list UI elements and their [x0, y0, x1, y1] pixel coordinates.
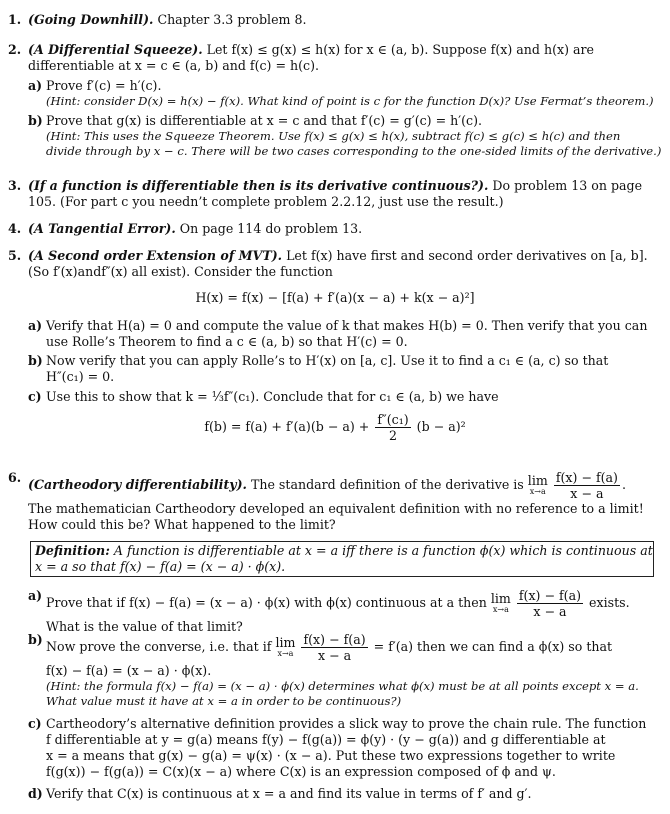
fraction-denominator: 2	[389, 428, 398, 443]
definition-term: Definition:	[35, 543, 110, 558]
part-label: c)	[28, 389, 42, 404]
problem-title: (Going Downhill).	[28, 12, 154, 27]
problem-text: How could this be? What happened to the limit?	[28, 517, 336, 532]
part-text: Prove f′(c) = h′(c).	[46, 78, 162, 93]
part-text: Prove that if f(x) − f(a) = (x − a) · ϕ(x) with ϕ(x) continuous at a then	[46, 595, 487, 610]
part-text: H″(c₁) = 0.	[46, 369, 115, 384]
fraction: $\frac{f(x) - f(a)}{x - a}$	[518, 588, 582, 619]
part-label: a)	[28, 588, 43, 603]
part-text: Verify that C(x) is continuous at x = a and find its value in terms of f′ and g′.	[46, 786, 532, 801]
hint-text: (Hint: This uses the Squeeze Theorem. Use f(x) ≤ g(x) ≤ h(x), subtract f(c) ≤ g(c) ≤ h(c) and then	[46, 129, 621, 143]
problem-2	[8, 42, 662, 74]
problem-text: Let f(x) ≤ g(x) ≤ h(x) for x ∈ (a, b). Suppose f(x) and h(x) are	[206, 42, 594, 57]
problem-number: 5.	[8, 248, 22, 263]
problem-number: 3.	[8, 178, 22, 193]
problem-text: The mathematician Cartheodory developed an equivalent definition with no reference to a limit!	[28, 501, 644, 516]
problem-number: 6.	[8, 470, 22, 485]
limit-operator: lim x→a	[527, 473, 548, 496]
part-label: b)	[28, 632, 43, 647]
part-text: Verify that H(a) = 0 and compute the value of k that makes H(b) = 0. Then verify that you can	[46, 318, 648, 333]
problem-text: Let f(x) have first and second order derivatives on [a, b].	[286, 248, 648, 263]
problem-3	[8, 178, 662, 210]
part-text: Prove that g(x) is differentiable at x = c and that f′(c) = g′(c) = h′(c).	[46, 113, 482, 128]
limit-operator: lim x→a	[275, 635, 296, 658]
part-5b	[28, 353, 662, 385]
problem-title: (A Differential Squeeze).	[28, 42, 203, 57]
definition-text: A function is differentiable at x = a iff there is a function ϕ(x) which is continuous at	[113, 543, 653, 558]
problem-number: 2.	[8, 42, 22, 57]
hint-text: (Hint: consider D(x) = h(x) − f(x). What kind of point is c for the function D(x)? Use Fermat’s theorem.)	[46, 94, 654, 108]
part-text: Now prove the converse, i.e. that if	[46, 639, 272, 654]
hint-text: divide through by x − c. There will be two cases corresponding to the one-sided limits of the derivative.)	[46, 144, 662, 158]
part-6a	[28, 588, 662, 635]
problem-title: (A Tangential Error).	[28, 221, 176, 236]
part-2b	[28, 113, 662, 159]
part-label: b)	[28, 113, 43, 128]
fraction-numerator: f″(c₁)	[377, 412, 409, 427]
problem-6: 6. (Cartheodory differentiability). The standard definition of the derivative is lim x→a $\frac{f(x) - f(a)}{x - a}$ . The mathematician Cartheodory developed an equivalent definition with no reference to a limit! How could this be? What happened to the limit?	[8, 470, 662, 533]
part-6d	[28, 786, 662, 802]
hint-text: What value must it have at x = a in order to be continuous?)	[46, 694, 402, 708]
display-equation	[0, 412, 670, 443]
part-6b	[28, 632, 662, 709]
part-label: d)	[28, 786, 43, 801]
fraction	[375, 412, 410, 443]
part-label: a)	[28, 78, 43, 93]
limit-operator: lim x→a	[490, 591, 511, 614]
problem-text: Do problem 13 on page	[492, 178, 643, 193]
problem-number: 1.	[8, 12, 22, 27]
problem-text: On page 114 do problem 13.	[179, 221, 363, 236]
problem-text: differentiable at x = c ∈ (a, b) and f(c) = h(c).	[28, 58, 320, 73]
problem-1	[8, 12, 662, 28]
part-5a	[28, 318, 662, 350]
part-text: = f′(a) then we can find a ϕ(x) so that	[373, 639, 613, 654]
part-text: use Rolle’s Theorem to find a c ∈ (a, b) so that H′(c) = 0.	[46, 334, 408, 349]
hint-text: (Hint: the formula f(x) − f(a) = (x − a) · ϕ(x) determines what ϕ(x) must be at all points except x = a.	[46, 679, 639, 693]
part-text: f(g(x)) − f(g(a)) = C(x)(x − a) where C(x) is an expression composed of ϕ and ψ.	[46, 764, 556, 779]
part-2a	[28, 78, 662, 109]
part-text: f(x) − f(a) = (x − a) · ϕ(x).	[46, 663, 212, 678]
part-6c	[28, 716, 662, 780]
part-label: a)	[28, 318, 43, 333]
problem-text: Chapter 3.3 problem 8.	[157, 12, 307, 27]
problem-4	[8, 221, 662, 237]
problem-title: (A Second order Extension of MVT).	[28, 248, 283, 263]
definition-text: x = a so that f(x) − f(a) = (x − a) · ϕ(x).	[35, 559, 286, 574]
part-label: b)	[28, 353, 43, 368]
problem-title: (Cartheodory differentiability).	[28, 477, 247, 492]
part-text: exists.	[589, 595, 630, 610]
part-text: Cartheodory’s alternative definition provides a slick way to prove the chain rule. The function	[46, 716, 647, 731]
problem-text: The standard definition of the derivative is	[250, 477, 524, 492]
problem-text: 105. (For part c you needn’t complete problem 2.2.12, just use the result.)	[28, 194, 504, 209]
definition-box	[30, 541, 654, 577]
fraction: $\frac{f(x) - f(a)}{x - a}$	[555, 470, 618, 501]
fraction: $\frac{f(x) - f(a)}{x - a}$	[303, 632, 366, 663]
display-equation: H(x) = f(x) − [f(a) + f′(a)(x − a) + k(x − a)²]	[195, 290, 475, 305]
problem-number: 4.	[8, 221, 22, 236]
part-text: What is the value of that limit?	[46, 619, 243, 634]
part-text: x = a means that g(x) − g(a) = ψ(x) · (x − a). Put these two expressions together to write	[46, 748, 616, 763]
equation-rhs: (b − a)²	[416, 419, 466, 434]
equation-lhs: f(b) = f(a) + f′(a)(b − a) +	[204, 419, 370, 434]
part-text: f differentiable at y = g(a) means f(y) − f(g(a)) = ϕ(y) · (y − g(a)) and g differentiable at	[46, 732, 606, 747]
problem-title: (If a function is differentiable then is its derivative continuous?).	[28, 178, 489, 193]
part-5c	[28, 389, 662, 405]
problem-5	[8, 248, 662, 280]
part-text: Use this to show that k = ⅓f″(c₁). Conclude that for c₁ ∈ (a, b) we have	[46, 389, 499, 404]
part-text: Now verify that you can apply Rolle’s to H′(x) on [a, c]. Use it to find a c₁ ∈ (a, c) so that	[46, 353, 609, 368]
part-label: c)	[28, 716, 42, 731]
problem-text: (So f′(x)andf″(x) all exist). Consider the function	[28, 264, 333, 279]
